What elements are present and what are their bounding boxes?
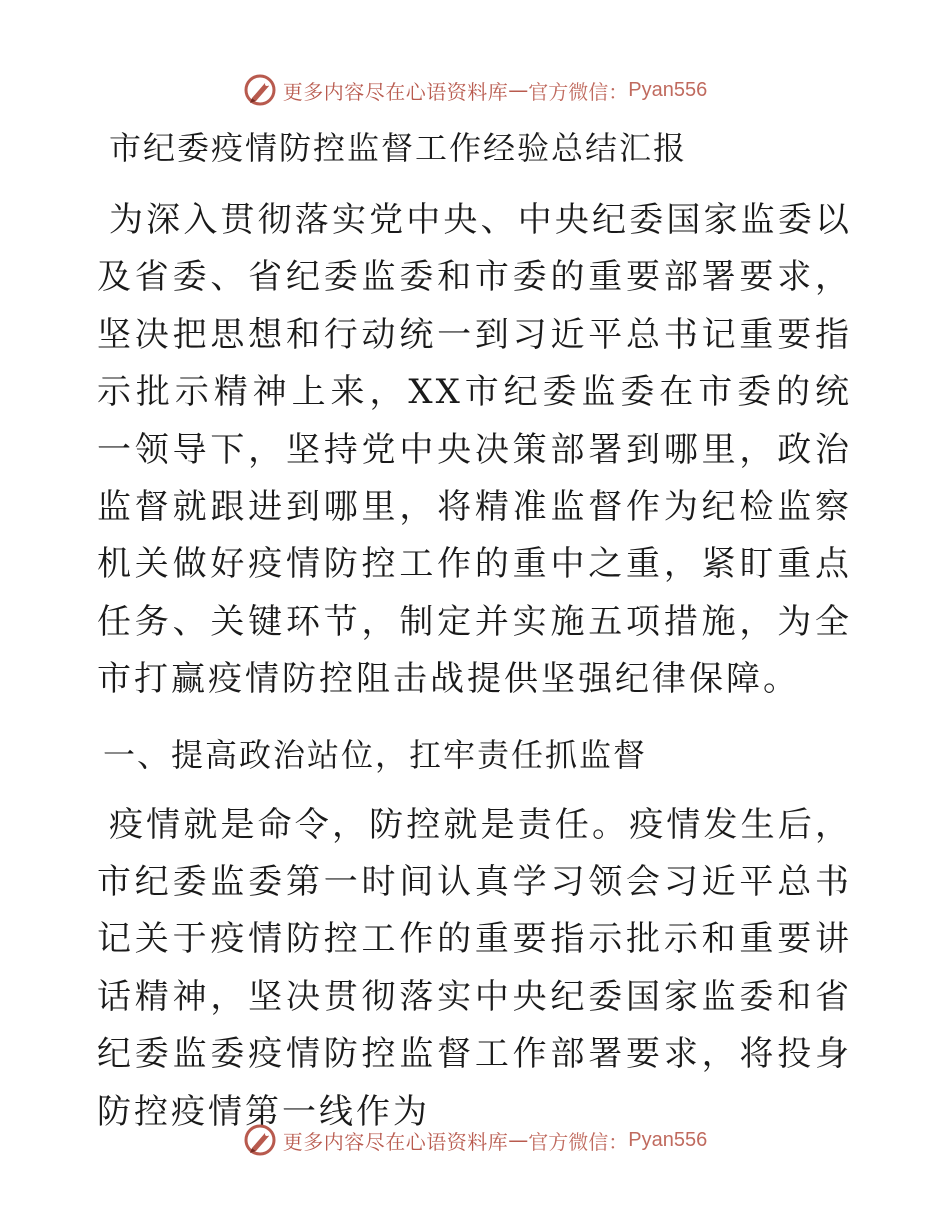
watermark-text: 更多内容尽在心语资料库 xyxy=(282,79,509,104)
watermark-footer xyxy=(0,1120,950,1160)
watermark-wechat-label: 官方微信： xyxy=(528,79,629,104)
watermark-dash: — xyxy=(508,1128,529,1152)
watermark-text: 更多内容尽在心语资料库 xyxy=(282,1129,509,1154)
pen-logo-icon xyxy=(243,1123,277,1157)
watermark-wechat-label: 官方微信： xyxy=(528,1129,629,1154)
document-body xyxy=(97,118,852,1141)
watermark-dash: — xyxy=(508,78,529,102)
section-1-heading: 一、提高政治站位，扛牢责任抓监督 xyxy=(103,735,648,774)
watermark-wechat-id: Pyan556 xyxy=(628,1128,708,1151)
watermark-header xyxy=(0,70,950,110)
watermark-wechat-id: Pyan556 xyxy=(628,78,708,101)
pen-logo-icon xyxy=(243,73,277,107)
section-1-paragraph: 疫情就是命令，防控就是责任。疫情发生后，市纪委监委第一时间认真学习领会习近平总书记关于疫情防控工作的重要指示批示和重要讲话精神，坚决贯彻落实中央纪委国家监委和省纪委监委疫情防控监督工作部署要求，将投身防控疫情第一线作为 xyxy=(97,804,852,1132)
document-title: 市纪委疫情防控监督工作经验总结汇报 xyxy=(109,129,688,167)
intro-paragraph: 为深入贯彻落实党中央、中央纪委国家监委以及省委、省纪委监委和市委的重要部署要求，坚决把思想和行动统一到习近平总书记重要指示批示精神上来，XX市纪委监委在市委的统一领导下，坚持党中央决策部署到哪里，政治监督就跟进到哪里，将精准监督作为纪检监察机关做好疫情防控工作的重中之重，紧盯重点任务、关键环节，制定并实施五项措施，为全市打赢疫情防控阻击战提供坚强纪律保障。 xyxy=(97,200,852,700)
